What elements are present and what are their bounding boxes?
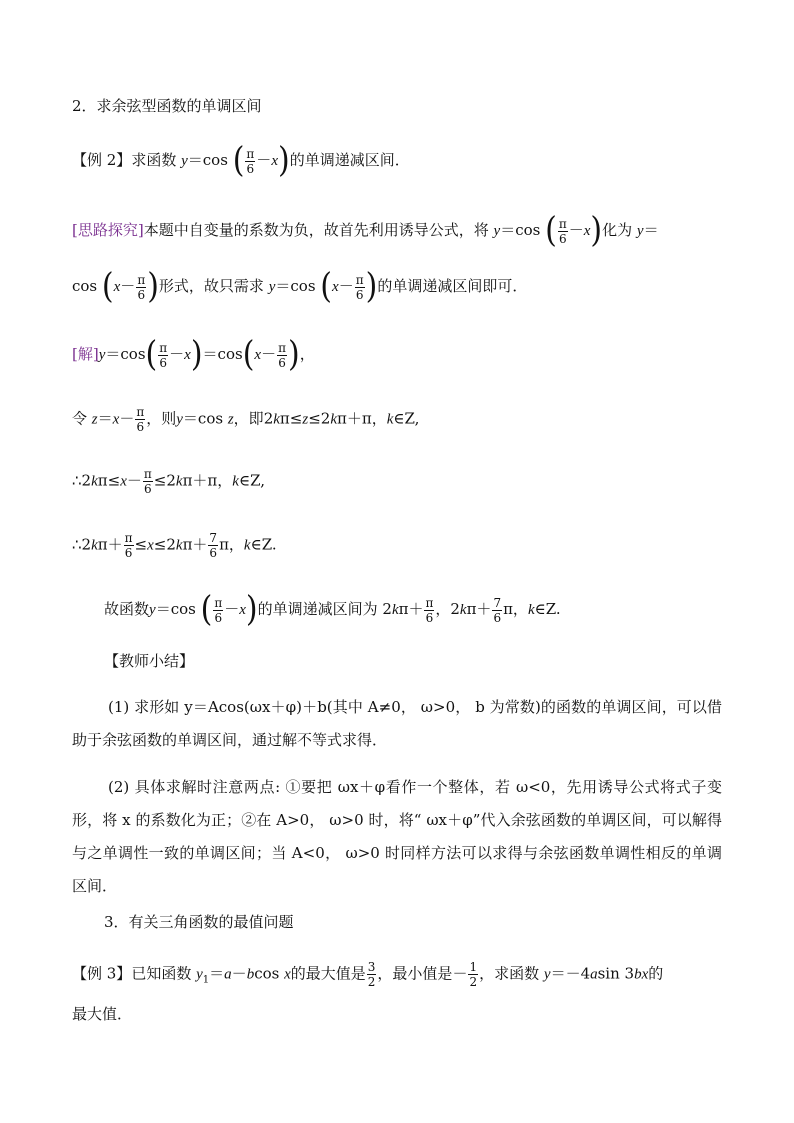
thought-line-2: cos (x－ $\frac{\pi}{6}$ )形式，故只需求 y＝cos (x－ $\frac{\pi}{6}$ )的单调递减区间即可． (72, 266, 528, 307)
section-2-title: 2．求余弦型函数的单调区间 (72, 97, 262, 115)
conclusion-mid: 的单调递减区间为 (257, 600, 378, 618)
example-2-label: 【例 2】 (72, 151, 132, 169)
thought-text-4: 的单调递减区间即可． (377, 277, 528, 295)
example-3-tail: 的 (648, 964, 664, 983)
solution-line-3: ∴2kπ≤x－ $\frac{\pi}{6}$ ≤2kπ＋π，k∈Z, (72, 467, 265, 496)
example-3: 【例 3】已知函数 $y_1=a-bcos$ x的最大值是 $\frac{3}{2}$ ，最小值是－ $\frac{1}{2}$ ，求函数 y＝－4asin 3bx的 (72, 960, 664, 989)
solution-line-1: [解]y＝cos( $\frac{\pi}{6}$ －x)＝cos(x－ $\frac{\pi}{6}$ )， (72, 334, 315, 375)
example-3-min: ，最小值是 (377, 964, 453, 983)
solution-label: [解] (72, 345, 99, 363)
then-text: ，则 (146, 409, 177, 428)
thought-line-1: [思路探究]本题中自变量的系数为负，故首先利用诱导公式，将 y＝cos ( $\frac{\pi}{6}$ －x)化为 y＝ (72, 210, 659, 251)
ie-text: ，即 (233, 409, 264, 428)
thought-text-2: 化为 (602, 221, 633, 239)
example-2-post: 的单调递减区间． (289, 151, 410, 169)
example-2-pre: 求函数 (131, 151, 177, 169)
let-text: 令 (72, 409, 88, 428)
thought-text-3: 形式，故只需求 (158, 277, 264, 295)
solution-conclusion: 故函数y＝cos ( $\frac{\pi}{6}$ －x)的单调递减区间为 2kπ＋ $\frac{\pi}{6}$ ，2kπ＋ $\frac{7}{6}$ π，k∈Z. (104, 589, 561, 630)
thought-label: [思路探究] (72, 221, 144, 239)
summary-paragraph-2: (2) 具体求解时注意两点: ①要把 ωx＋φ看作一个整体，若 ω<0，先用诱导公式将式子变形，将 x 的系数化为正；②在 A>0， ω>0 时，将“ ωx＋φ”代入余弦函数的单调区间，可以解得与之单调性一致的单调区间；当 A<0， ω>0 时同样方法可以求得与余弦函数单调性相反的单调区间． (72, 778, 722, 895)
thought-text-1: 本题中自变量的系数为负，故首先利用诱导公式，将 (143, 221, 489, 239)
example-3-label: 【例 3】 (72, 964, 132, 983)
conclusion-pre: 故函数 (104, 600, 150, 618)
summary-paragraph-1: (1) 求形如 y＝Acos(ωx＋φ)＋b(其中 A≠0， ω>0， b 为常数)的函数的单调区间，可以借助于余弦函数的单调区间，通过解不等式求得． (72, 698, 722, 749)
example-3-pre: 已知函数 (131, 964, 192, 983)
example-2: 【例 2】求函数 y＝cos ( $\frac{\pi}{6}$ －x)的单调递减区间． (72, 140, 410, 181)
solution-line-2: 令 z＝x－ $\frac{\pi}{6}$ ，则y＝cos z，即2kπ≤z≤2kπ＋π，k∈Z, (72, 405, 420, 434)
section-3-title: 3．有关三角函数的最值问题 (104, 913, 294, 931)
example-3-post: ，求函数 (479, 964, 540, 983)
solution-line-4: ∴2kπ＋ $\frac{\pi}{6}$ ≤x≤2kπ＋ $\frac{7}{6}$ π，k∈Z. (72, 531, 277, 560)
example-3-line-2: 最大值． (72, 1005, 133, 1023)
summary-title: 【教师小结】 (104, 652, 195, 670)
example-3-max: 的最大值是 (290, 964, 366, 983)
